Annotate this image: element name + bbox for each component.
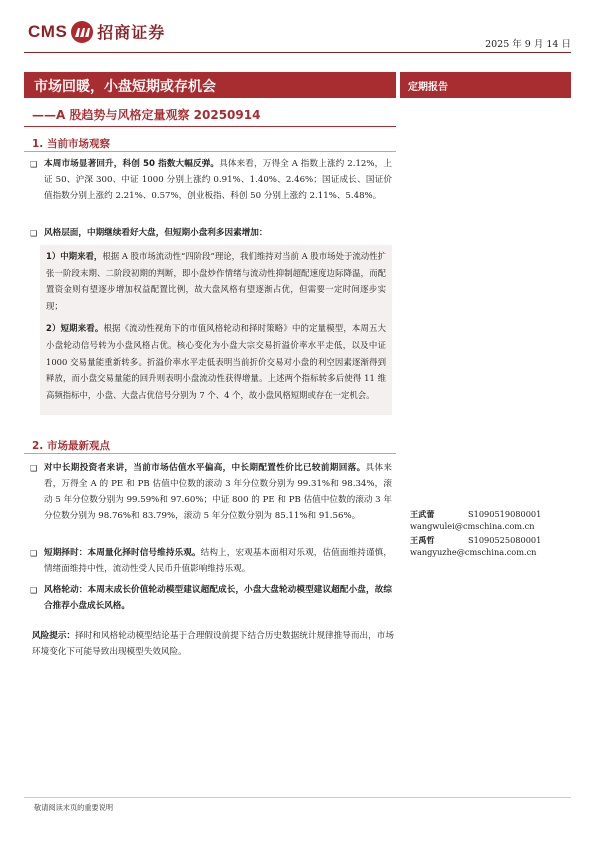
hollow-square-icon: ❑	[30, 160, 38, 169]
bullet-bold-text: 风格轮动：本周末成长价值轮动模型建议超配成长，小盘大盘轮动模型建议超配小盘，故综合推荐小盘成长风格。	[44, 585, 392, 611]
shortterm-label: 2）短期来看。	[46, 323, 104, 334]
bullet-bold-text: 本周市场显著回升，科创 50 指数大幅反弹。	[44, 159, 220, 169]
section2-divider	[24, 453, 396, 454]
section1-divider	[24, 151, 396, 152]
section2-bullet2	[30, 545, 392, 577]
analyst-name: 王禹哲	[410, 535, 435, 545]
bullet-text: 具体来看，万得全 A 指数上涨约 2.12%，上证 50、沪深 300、中证 1000 分别上涨约 0.91%、1.40%、2.46%；国证成长、国证价值指数分别上涨约 2.21%、0.57%，创业板指、科创 50 分别上涨约 2.11%、5.48%。	[44, 159, 392, 201]
bullet-bold-text: 短期择时：本周量化择时信号维持乐观。	[44, 548, 201, 558]
section1-bullet1	[30, 156, 392, 204]
section2-heading: 2. 市场最新观点	[32, 440, 110, 452]
section2-bullet1	[30, 460, 392, 524]
section1-heading: 1. 当前市场观察	[32, 138, 110, 150]
side-banner	[400, 72, 571, 98]
midterm-text: 根据 A 股市场流动性“四阶段”理论，我们维持对当前 A 股市场处于流动性扩张一阶段末期、二阶段初期的判断，即小盘炒作情绪与流动性抑制超配速度边际降温，而配置资金则有望逐步增加权益配置比例，故大盘风格有望逐渐占优，但需要一定时间逐步实现；	[46, 251, 387, 311]
shortterm-text: 根据《流动性视角下的市值风格轮动和择时策略》中的定量模型，本周五大小盘轮动信号转为小盘风格占优。核心变化为小盘大宗交易折溢价率水平走低，以及中证 1000 交易量能重新转多。折溢价率水平走低表明当前折价交易对小盘的利空因素逐渐得到释放，而小盘交易量能的回升则表明小盘流动性获得增量。上述两个指标转多后使得 11 维高频指标中，小盘、大盘占优信号分别为 7 个、4 个，故小盘风格短期或存在一定机会。	[46, 323, 387, 400]
bullet-bold-text: 对中长期投资者来讲，当前市场估值水平偏高，中长期配置性价比已较前期回落。	[44, 463, 366, 473]
risk-label: 风险提示：	[32, 631, 76, 641]
cms-logo-mark-icon	[71, 21, 93, 43]
analyst-code: S1090525080001	[468, 535, 542, 545]
page-subtitle: ——A 股趋势与风格定量观察 20250914	[32, 108, 261, 122]
bullet-text: 结构上，宏观基本面相对乐观，估值面维持谨慎，情绪面维持中性，流动性受人民币升值影响维持乐观。	[44, 548, 392, 574]
hollow-square-icon: ❑	[30, 464, 38, 473]
bullet-bold-text: 风格层面，中期继续看好大盘，但短期小盘利多因素增加：	[44, 228, 268, 238]
section1-bullet2	[30, 225, 392, 241]
analyst-code: S1090519080001	[468, 509, 542, 519]
midterm-label: 1）中期来看，	[46, 251, 103, 261]
style-analysis-box	[40, 245, 392, 415]
logo	[28, 20, 165, 43]
analyst-card	[410, 508, 560, 532]
title-banner	[24, 72, 396, 98]
header-divider	[24, 52, 571, 53]
report-type-label: 定期报告	[408, 82, 448, 93]
section2-bullet3	[30, 582, 392, 614]
analyst-email[interactable]: wangyuzhe@cmschina.com.cn	[410, 547, 537, 557]
analyst-card	[410, 534, 560, 558]
footer-divider	[24, 797, 571, 798]
logo-chinese-text: 招商证券	[97, 23, 166, 42]
midterm-paragraph	[46, 248, 386, 314]
page-title: 市场回暖，小盘短期或存机会	[34, 79, 216, 95]
hollow-square-icon: ❑	[30, 586, 38, 595]
hollow-square-icon: ❑	[30, 229, 38, 238]
analyst-name: 王武蕾	[410, 509, 435, 519]
bullet-text: 具体来看，万得全 A 的 PE 和 PB 估值中位数的滚动 3 年分位数分别为 99.31%和 98.34%，滚动 5 年分位数分别为 99.59%和 97.60%；中证 800 的 PE 和 PB 估值中位数的滚动 3 年分位数分别为 98.76%和 83.79%，滚动 5 年分位数分别为 85.11%和 91.56%。	[44, 463, 392, 521]
risk-text: 择时和风格轮动模型结论基于合理假设前提下结合历史数据统计规律推导而出，市场环境变化下可能导致出现模型失效风险。	[32, 631, 394, 657]
analyst-email[interactable]: wangwulei@cmschina.com.cn	[410, 521, 535, 531]
footer-disclaimer: 敬请阅读末页的重要说明	[34, 803, 114, 812]
subtitle-divider	[24, 126, 396, 127]
report-date: 2025 年 9 月 14 日	[485, 39, 571, 50]
shortterm-paragraph	[46, 320, 386, 403]
hollow-square-icon: ❑	[30, 549, 38, 558]
logo-cms-text: CMS	[28, 21, 68, 41]
risk-warning	[32, 628, 394, 660]
